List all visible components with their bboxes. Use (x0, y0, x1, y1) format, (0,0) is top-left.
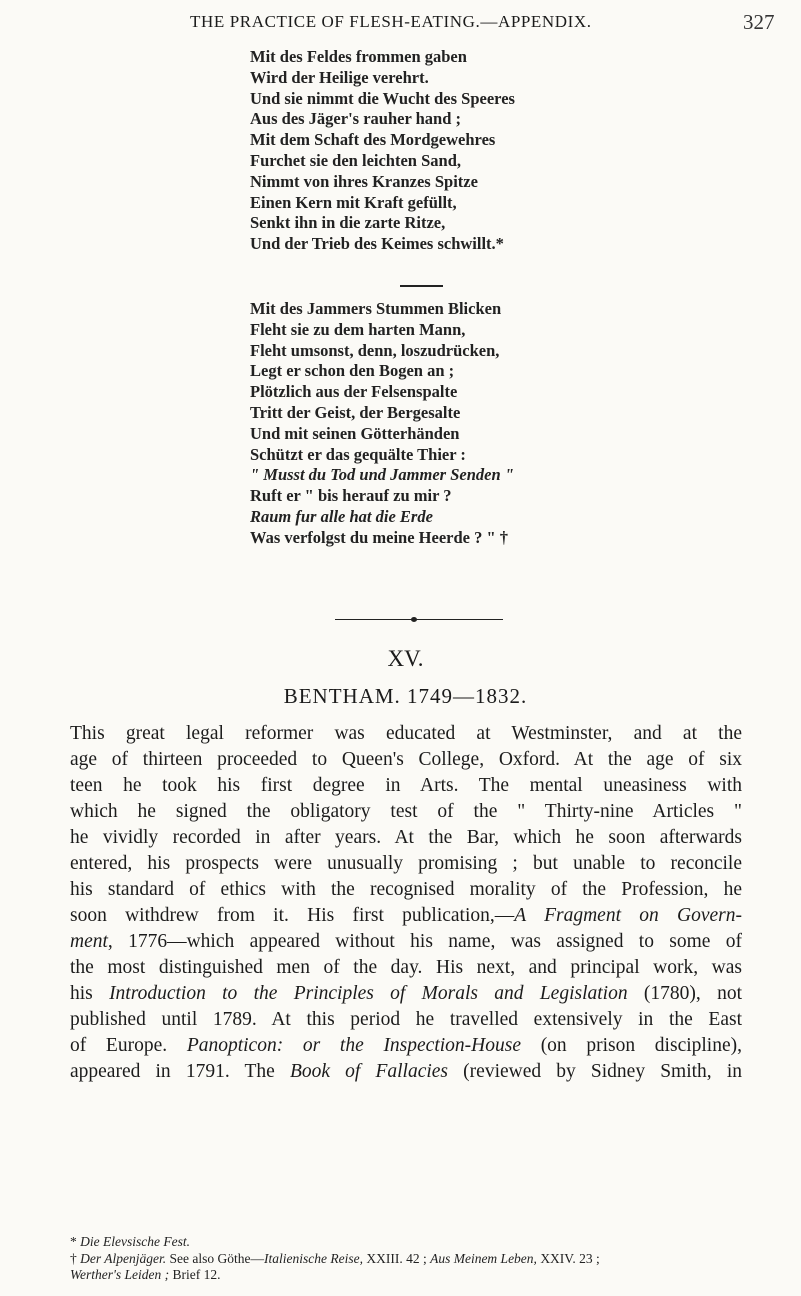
poem-line: Raum fur alle hat die Erde (250, 506, 433, 526)
text-run: the most distinguished men of the day. His next, and principal work, was (70, 957, 742, 978)
section-title: BENTHAM. 1749—1832. (283, 684, 528, 708)
text-run: he vividly recorded in after years. At the Bar, which he soon afterwards (70, 827, 742, 848)
section-number: XV. (387, 646, 424, 671)
poem-line: Mit des Feldes frommen gaben (250, 47, 467, 66)
body-line (70, 799, 742, 825)
italic-text: Die Elevsische Fest. (80, 1234, 190, 1249)
body-text (70, 721, 742, 1085)
text-run: XXIV. 23 ; (536, 1250, 600, 1266)
text-run: of Europe. (70, 1035, 187, 1056)
poem-line: Was verfolgst du meine Heerde ? " † (250, 527, 508, 547)
body-line (70, 747, 742, 773)
poem-stanza-1 (250, 47, 515, 255)
poem-line: Und sie nimmt die Wucht des Speeres (250, 88, 515, 108)
page-number: 327 (743, 10, 775, 34)
text-run: (reviewed by Sidney Smith, in (448, 1061, 742, 1082)
text-run: age of thirteen proceeded to Queen's College, Oxford. At the age of six (70, 749, 742, 770)
text-run: entered, his prospects were unusually promising ; but unable to reconcile (70, 853, 742, 874)
italic-text: Italienische Reise, (263, 1250, 363, 1266)
body-line (70, 721, 742, 747)
italic-text: Book of Fallacies (289, 1061, 449, 1082)
italic-text: A Fragment on Govern- (514, 905, 742, 926)
text-run: , 1776—which appeared without his name, was assigned to some of (107, 931, 742, 952)
text-run: (on prison discipline), (521, 1035, 742, 1056)
italic-text: Aus Meinem Leben, (430, 1250, 537, 1266)
poem-line: Furchet sie den leichten Sand, (250, 150, 461, 170)
text-run: his standard of ethics with the recognised morality of the Profession, he (70, 879, 742, 900)
poem-line: Und der Trieb des Keimes schwillt.* (250, 234, 504, 254)
footnote-line (70, 1251, 742, 1268)
body-line (70, 955, 742, 981)
poem-line: Senkt ihn in die zarte Ritze, (250, 213, 446, 233)
text-run: Brief 12. (169, 1267, 221, 1282)
poem-line: Ruft er " bis herauf zu mir ? (250, 486, 452, 506)
text-run: soon withdrew from it. His first publication,— (70, 905, 515, 926)
poem-stanza-2 (250, 299, 514, 549)
poem-line: Mit dem Schaft des Mordgewehres (250, 130, 496, 150)
text-run: teen he took his first degree in Arts. The mental uneasiness with (70, 775, 742, 796)
text-run: XXIII. 42 ; (362, 1250, 431, 1266)
body-line (70, 851, 742, 877)
footnote-line (70, 1267, 742, 1284)
text-run: his (70, 983, 110, 1004)
poem-line: Mit des Jammers Stummen Blicken (250, 299, 502, 318)
poem-line: Tritt der Geist, der Bergesalte (250, 402, 461, 422)
divider-ornament (411, 617, 417, 622)
body-line (70, 1059, 742, 1085)
section-divider (335, 619, 503, 620)
poem-line: Nimmt von ihres Kranzes Spitze (250, 171, 478, 191)
poem-line: Einen Kern mit Kraft gefüllt, (250, 192, 457, 212)
poem-line: Fleht umsonst, denn, loszudrücken, (250, 340, 500, 360)
poem-line: Legt er schon den Bogen an ; (250, 361, 455, 381)
italic-text: Werther's Leiden ; (70, 1267, 170, 1282)
body-line (70, 877, 742, 903)
running-title: THE PRACTICE OF FLESH-EATING.—APPENDIX. (190, 12, 592, 31)
body-line (70, 903, 742, 929)
text-run: * (70, 1234, 81, 1249)
poem-line: Wird der Heilige verehrt. (250, 67, 429, 87)
text-run: (1780), not (627, 983, 742, 1004)
text-run: which he signed the obligatory test of the " Thirty-nine Articles " (70, 801, 742, 822)
footnote-line (70, 1234, 742, 1251)
body-line (70, 773, 742, 799)
italic-text: Panopticon: or the Inspection-House (186, 1035, 521, 1056)
italic-text: ment (70, 931, 108, 952)
text-run: published until 1789. At this period he travelled extensively in the East (70, 1009, 742, 1030)
text-run: † (70, 1250, 81, 1266)
body-line (70, 929, 742, 955)
italic-text: Introduction to the Principles of Morals and Legislation (109, 983, 628, 1004)
poem-line: Fleht sie zu dem harten Mann, (250, 319, 466, 339)
poem-line: Schützt er das gequälte Thier : (250, 444, 466, 464)
italic-text: Der Alpenjäger. (80, 1250, 167, 1266)
poem-line: Aus des Jäger's rauher hand ; (250, 109, 462, 129)
body-line (70, 825, 742, 851)
poem-line: " Musst du Tod und Jammer Senden " (250, 465, 514, 485)
text-run: appeared in 1791. The (70, 1061, 290, 1082)
footnotes (70, 1234, 742, 1284)
stanza-divider (400, 285, 443, 287)
body-line (70, 981, 742, 1007)
text-run: This great legal reformer was educated at Westminster, and at the (70, 723, 742, 744)
body-line (70, 1007, 742, 1033)
text-run: See also Göthe— (166, 1250, 264, 1266)
poem-line: Und mit seinen Götterhänden (250, 423, 460, 443)
body-line (70, 1033, 742, 1059)
poem-line: Plötzlich aus der Felsenspalte (250, 382, 458, 402)
running-header (0, 10, 801, 34)
